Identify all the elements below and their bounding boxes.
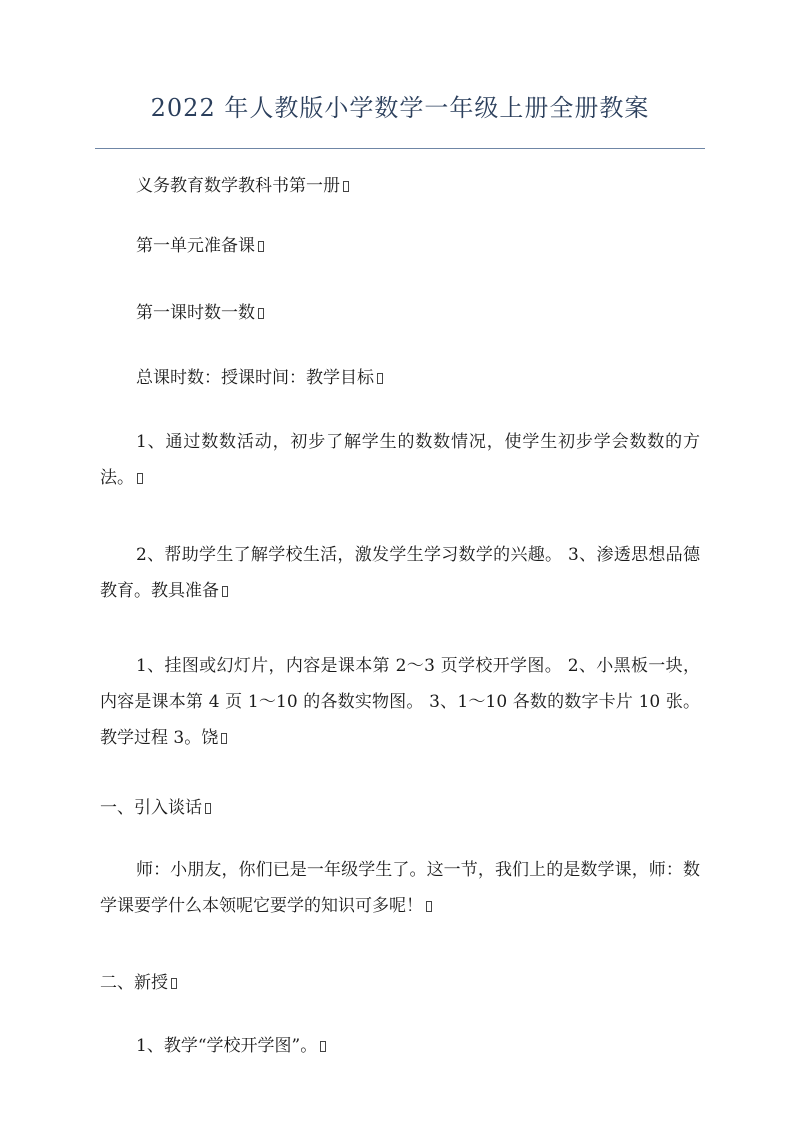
paragraph-text: 二、新授 (100, 973, 168, 993)
paragraph-text: 第一课时数一数 (136, 303, 255, 323)
paragraph-mark-icon (343, 181, 349, 192)
title-divider (95, 148, 705, 149)
paragraph-mark-icon (258, 308, 264, 319)
section-heading-new (100, 965, 700, 1001)
paragraph-mark-icon (258, 241, 264, 252)
paragraph-goal-1 (100, 424, 700, 496)
paragraph-text: 第一单元准备课 (136, 236, 255, 256)
paragraph-mark-icon (205, 803, 211, 814)
paragraph-lesson (100, 295, 700, 331)
section-heading-intro (100, 790, 700, 826)
paragraph-mark-icon (222, 586, 228, 597)
paragraph-mark-icon (137, 473, 143, 484)
paragraph-text: 2、帮助学生了解学校生活，激发学生学习数学的兴趣。 3、渗透思想品德教育。教具准备 (100, 545, 700, 601)
paragraph-hours (100, 360, 700, 396)
paragraph-mark-icon (426, 901, 432, 912)
paragraph-goal-2-3 (100, 537, 700, 609)
paragraph-text: 义务教育数学教科书第一册 (136, 176, 340, 196)
paragraph-unit (100, 228, 700, 264)
paragraph-mark-icon (320, 1041, 326, 1052)
paragraph-teach-1 (100, 1028, 700, 1064)
paragraph-text: 总课时数：授课时间：教学目标 (136, 368, 374, 388)
paragraph-mark-icon (221, 733, 227, 744)
paragraph-text: 1、教学“学校开学图”。 (136, 1036, 318, 1056)
paragraph-textbook (100, 168, 700, 204)
paragraph-materials (100, 648, 700, 756)
paragraph-text: 一、引入谈话 (100, 798, 202, 818)
paragraph-teacher-talk (100, 852, 700, 924)
paragraph-mark-icon (377, 373, 383, 384)
paragraph-text: 1、挂图或幻灯片，内容是课本第 2～3 页学校开学图。 2、小黑板一块，内容是课本第 4 页 1～10 的各数实物图。 3、1～10 各数的数字卡片 10 张。教学过程 3。饶 (100, 656, 700, 748)
paragraph-text: 师：小朋友，你们已是一年级学生了。这一节，我们上的是数学课，师：数学课要学什么本领呢它要学的知识可多呢！ (100, 860, 700, 916)
paragraph-mark-icon (171, 978, 177, 989)
paragraph-text: 1、通过数数活动，初步了解学生的数数情况，使学生初步学会数数的方法。 (100, 432, 700, 488)
document-title: 2022 年人教版小学数学一年级上册全册教案 (150, 94, 650, 122)
